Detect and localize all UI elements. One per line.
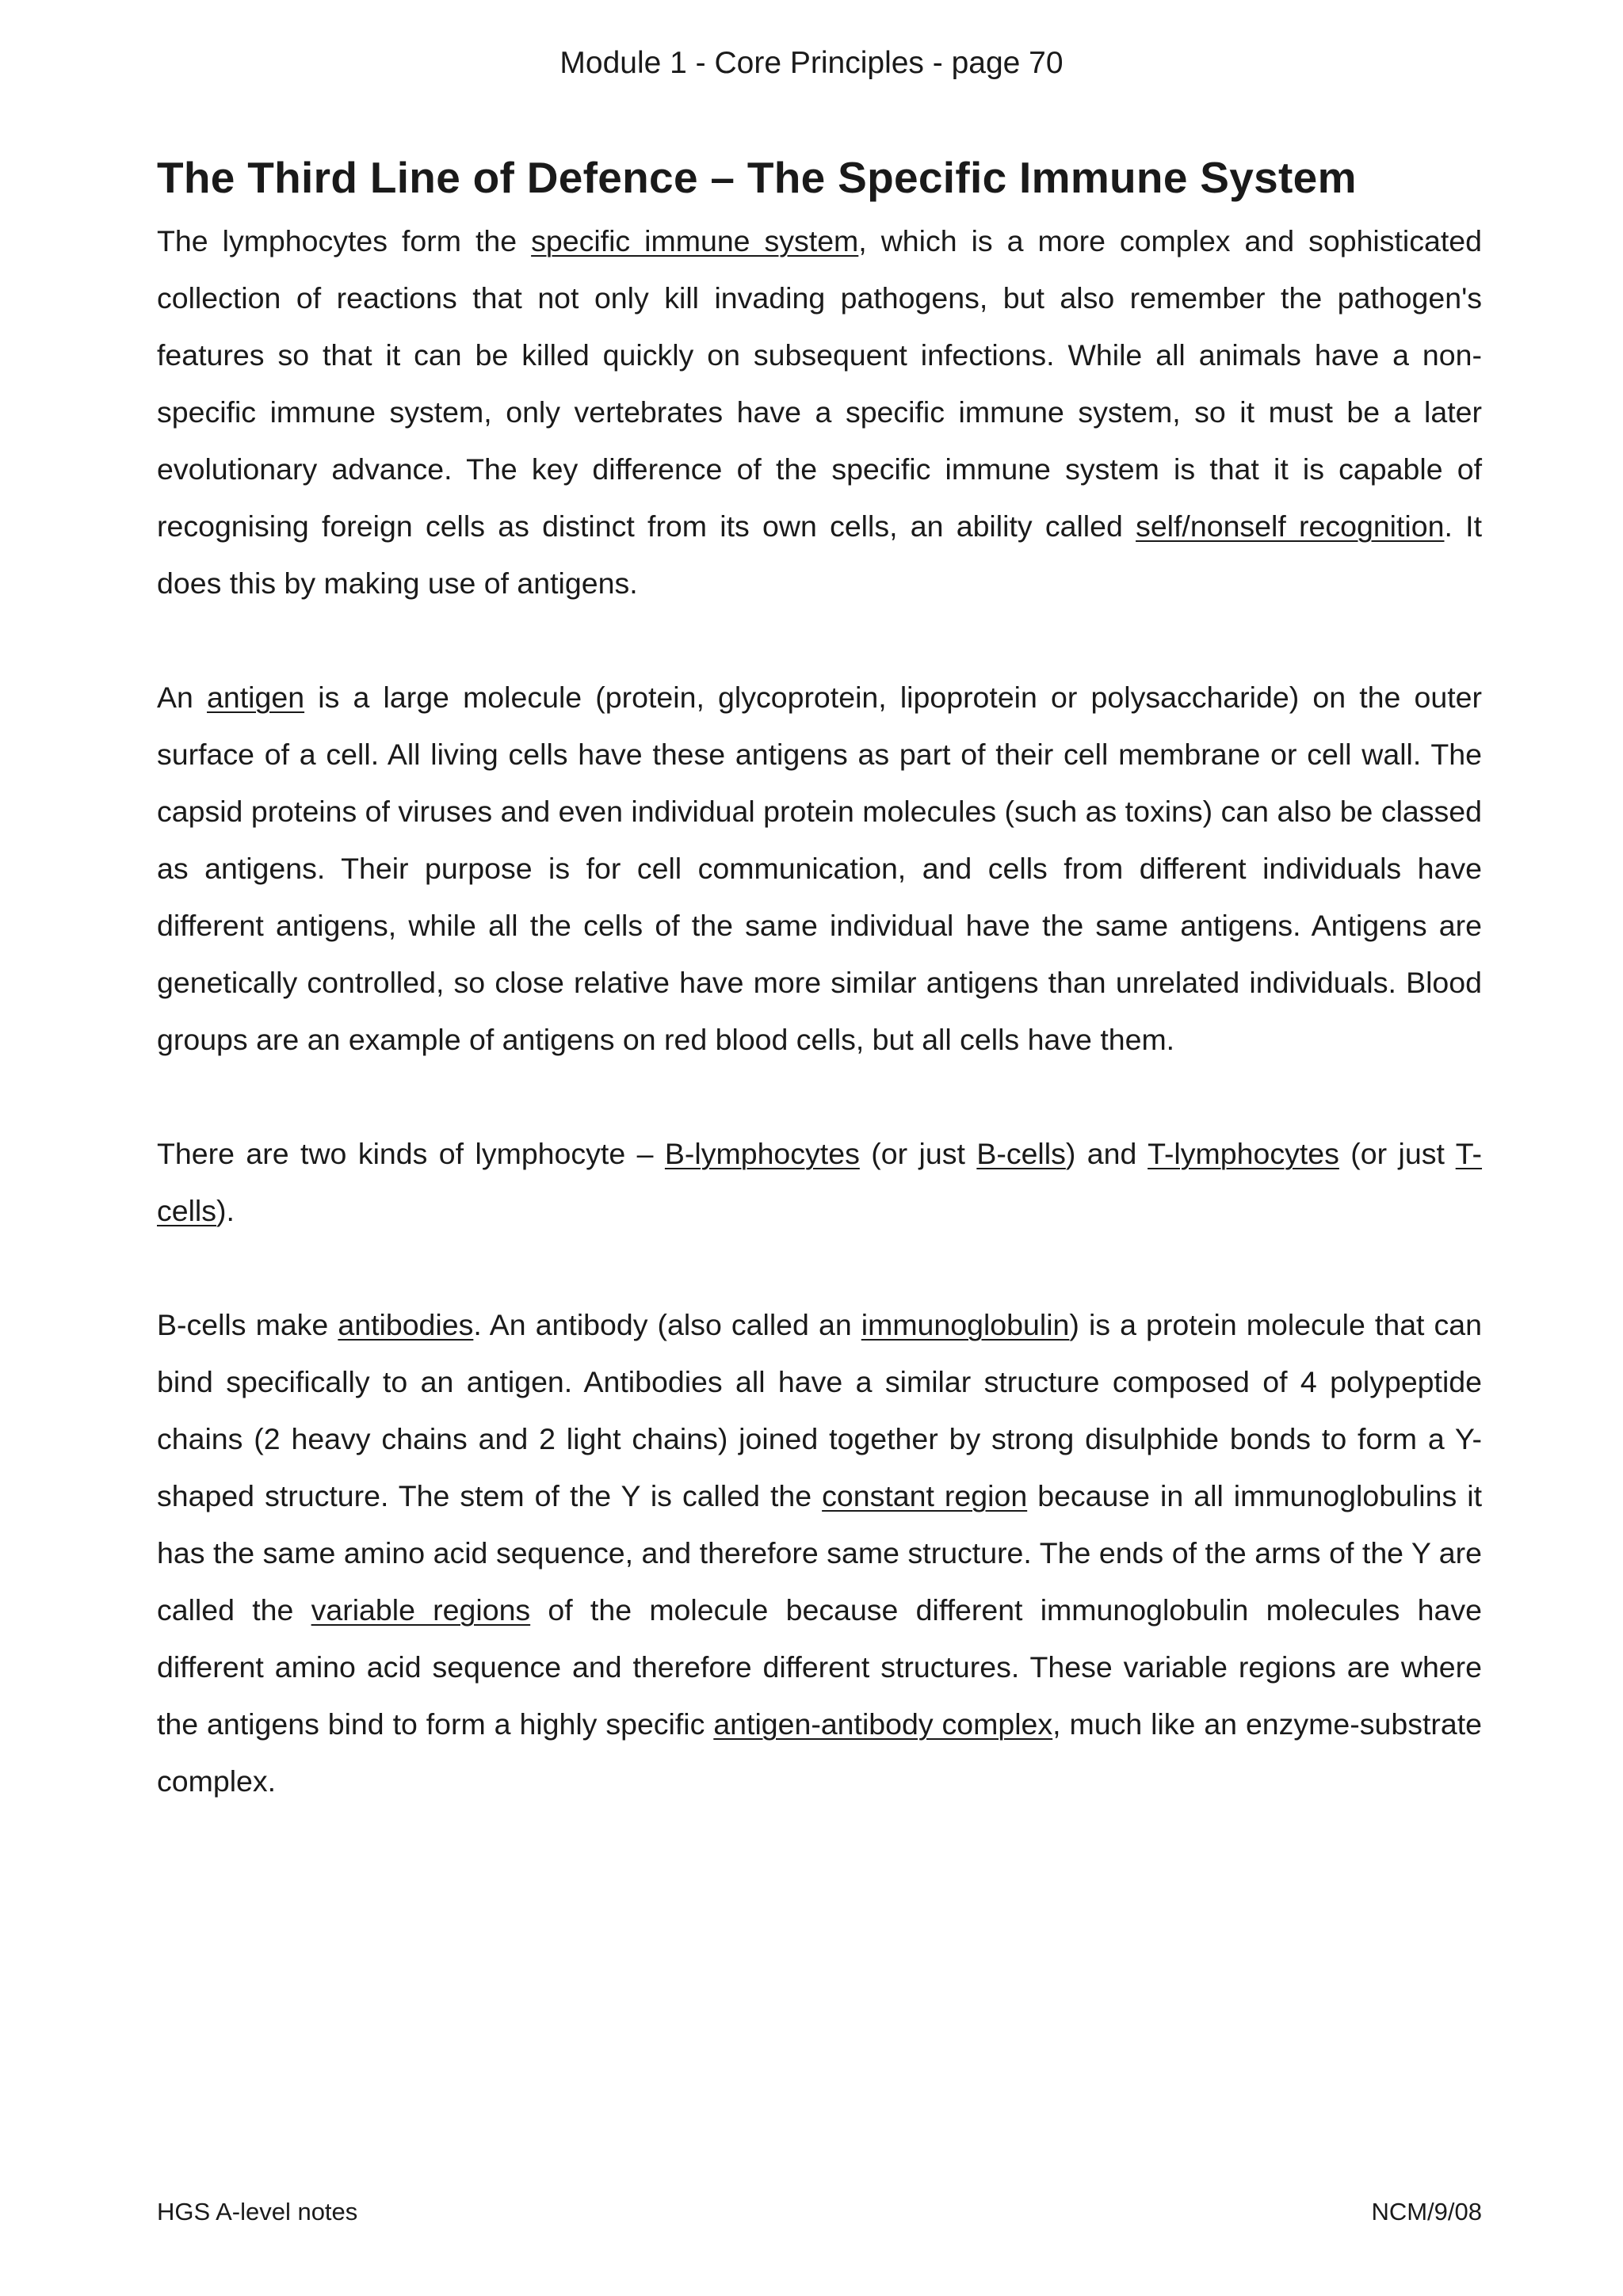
text-run: The lymphocytes form the bbox=[157, 224, 532, 257]
key-term: immunoglobulin bbox=[861, 1308, 1070, 1341]
key-term: variable regions bbox=[311, 1593, 531, 1627]
text-run: , which is a more complex and sophisticated collection of reactions that not only kill invading pathogens, but also remember the pathogen's features so that it can be killed quickly on subsequent infections. While all animals have a non-specific immune system, only vertebrates have a specific immune system, so it must be a later evolutionary advance. The key difference of the specific immune system is that it is capable of recognising foreign cells as distinct from its own cells, an ability called bbox=[157, 224, 1482, 543]
key-term: antigen bbox=[207, 681, 305, 714]
text-run: An bbox=[157, 681, 208, 714]
page-header: Module 1 - Core Principles - page 70 bbox=[559, 46, 1064, 80]
key-term: B-cells bbox=[976, 1137, 1066, 1170]
text-run: because in all immunoglobulins it has the same amino acid sequence, and therefore same structure. The ends of the arms of the Y are called the bbox=[157, 1479, 1482, 1627]
main-content bbox=[157, 147, 1482, 1867]
text-run: B-cells make bbox=[157, 1308, 338, 1341]
text-run: . It does this by making use of antigens. bbox=[157, 509, 1482, 600]
text-run: ). bbox=[216, 1194, 235, 1227]
text-run: , much like an enzyme-substrate complex. bbox=[157, 1707, 1482, 1798]
text-run: is a large molecule (protein, glycoprotein, lipoprotein or polysaccharide) on the outer surface of a cell. All living cells have these antigens as part of their cell membrane or cell wall. The capsid proteins of viruses and even individual protein molecules (such as toxins) can also be classed as antigens. Their purpose is for cell communication, and cells from different individuals have different antigens, while all the cells of the same individual have the same antigens. Antigens are genetically controlled, so close relative have more similar antigens than unrelated individuals. Blood groups are an example of antigens on red blood cells, but all cells have them. bbox=[157, 681, 1482, 1056]
paragraph-lymphocyte-kinds bbox=[157, 1125, 1482, 1239]
key-term: antigen-antibody complex bbox=[713, 1707, 1053, 1741]
key-term: constant region bbox=[822, 1479, 1028, 1512]
footer-right-text: NCM/9/08 bbox=[1371, 2198, 1482, 2225]
text-run: (or just bbox=[1338, 1137, 1456, 1170]
key-term: T-lymphocytes bbox=[1148, 1137, 1339, 1170]
paragraph-antibodies bbox=[157, 1296, 1482, 1810]
text-run: ) is a protein molecule that can bind specifically to an antigen. Antibodies all have a similar structure composed of 4 polypeptide chains (2 heavy chains and 2 light chains) joined together by strong disulphide bonds to form a Y-shaped structure. The stem of the Y is called the bbox=[157, 1308, 1483, 1512]
paragraph-antigen bbox=[157, 669, 1482, 1068]
key-term: B-lymphocytes bbox=[664, 1137, 860, 1170]
footer-left-text: HGS A-level notes bbox=[157, 2198, 358, 2225]
key-term: self/nonself recognition bbox=[1136, 509, 1445, 543]
key-term: antibodies bbox=[338, 1308, 474, 1341]
text-run: ) and bbox=[1065, 1137, 1148, 1170]
key-term: T-cells bbox=[157, 1137, 1483, 1227]
key-term: specific immune system bbox=[531, 224, 859, 257]
section-title: The Third Line of Defence – The Specific Immune System bbox=[157, 153, 1357, 202]
text-run: There are two kinds of lymphocyte – bbox=[157, 1137, 665, 1170]
text-run: . An antibody (also called an bbox=[473, 1308, 861, 1341]
paragraph-specific-immune-system bbox=[157, 212, 1482, 612]
text-run: of the molecule because different immunoglobulin molecules have different amino acid sequence and therefore different structures. These variable regions are where the antigens bind to form a highly specific bbox=[157, 1593, 1482, 1741]
text-run: (or just bbox=[859, 1137, 977, 1170]
